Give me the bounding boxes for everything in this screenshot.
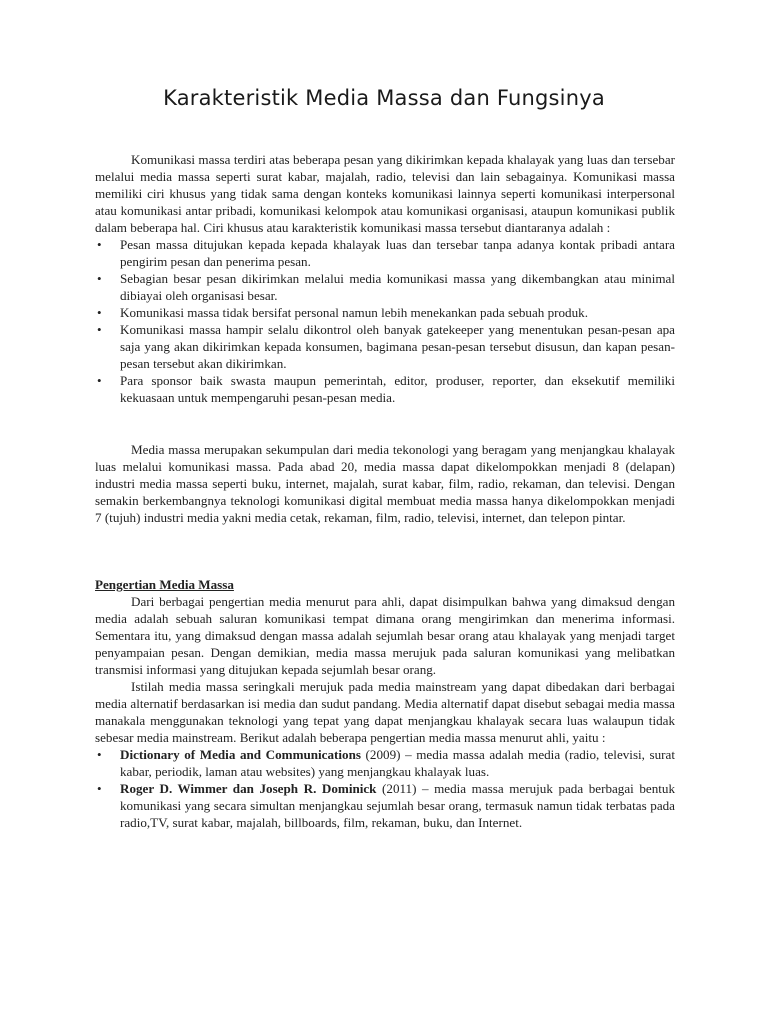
definition-source: Dictionary of Media and Communications [120,747,361,762]
definition-text: (2011) – media massa merujuk pada berbagai bentuk komunikasi yang secara simultan menjangkau sejumlah besar orang, termasuk namun tidak terbatas pada radio,TV, surat kabar, majalah, billboards, film, rekaman, buku, dan Internet. [120,781,675,830]
definition-paragraph-1: Dari berbagai pengertian media menurut para ahli, dapat disimpulkan bahwa yang dimaksud dengan media adalah sebuah saluran komunikasi tempat dimana orang mengirimkan dan menerima informasi. Sementara itu, yang dimaksud dengan massa adalah sejumlah besar orang atau khalayak yang menjadi target penyampaian pesan. Dengan demikian, media massa merujuk pada saluran komunikasi yang melibatkan transmisi informasi yang ditujukan kepada sejumlah besar orang. [95,594,675,677]
list-item-text: Para sponsor baik swasta maupun pemerintah, editor, produser, reporter, dan eksekutif memiliki kekuasaan untuk mempengaruhi pesan-pesan media. [120,373,675,405]
bullet-icon: • [97,305,102,320]
list-item [95,372,675,406]
section-heading: Pengertian Media Massa [95,577,234,592]
media-section [95,441,675,526]
definitions-list [95,746,675,831]
list-item [95,321,675,372]
list-item [95,236,675,270]
definition-section [95,576,675,831]
list-item-text: Pesan massa ditujukan kepada kepada khalayak luas dan tersebar tanpa adanya kontak pribadi antara pengirim pesan dan penerima pesan. [120,237,675,269]
intro-section [95,151,675,406]
bullet-icon: • [97,781,102,796]
definition-text: (2009) – media massa adalah media (radio, televisi, surat kabar, periodik, laman atau websites) yang menjangkau khalayak luas. [120,747,675,779]
intro-paragraph: Komunikasi massa terdiri atas beberapa pesan yang dikirimkan kepada khalayak yang luas dan tersebar melalui media massa seperti surat kabar, majalah, radio, televisi dan lain sebagainya. Komunikasi massa memiliki ciri khusus yang tidak sama dengan konteks komunikasi lainnya seperti komunikasi interpersonal atau komunikasi antar pribadi, komunikasi kelompok atau komunikasi organisasi, ataupun komunikasi publik dalam beberapa hal. Ciri khusus atau karakteristik komunikasi massa tersebut diantaranya adalah : [95,152,675,235]
bullet-icon: • [97,747,102,762]
bullet-icon: • [97,373,102,388]
list-item-text: Sebagian besar pesan dikirimkan melalui media komunikasi massa yang dikembangkan atau minimal dibiayai oleh organisasi besar. [120,271,675,303]
list-item [95,746,675,780]
list-item-text: Komunikasi massa hampir selalu dikontrol oleh banyak gatekeeper yang menentukan pesan-pesan apa saja yang akan dikirimkan kepada konsumen, bagimana pesan-pesan tersebut disusun, dan kapan pesan-pesan tersebut akan dikirimkan. [120,322,675,371]
definition-paragraph-2: Istilah media massa seringkali merujuk pada media mainstream yang dapat dibedakan dari berbagai media alternatif berdasarkan isi media dan sudut pandang. Media alternatif dapat disebut sebagai media massa manakala menggunakan teknologi yang tepat yang dapat menjangkau khalayak secara luas walaupun tidak sebesar media mainstream. Berikut adalah beberapa pengertian media massa menurut ahli, yaitu : [95,679,675,745]
definition-source: Roger D. Wimmer dan Joseph R. Dominick [120,781,377,796]
characteristics-list [95,236,675,406]
list-item [95,304,675,321]
list-item-text: Komunikasi massa tidak bersifat personal namun lebih menekankan pada sebuah produk. [120,305,588,320]
list-item [95,780,675,831]
page-title: Karakteristik Media Massa dan Fungsinya [163,86,605,110]
media-paragraph: Media massa merupakan sekumpulan dari media tekonologi yang beragam yang menjangkau khalayak luas melalui komunikasi massa. Pada abad 20, media massa dapat dikelompokkan menjadi 8 (delapan) industri media massa seperti buku, internet, majalah, surat kabar, film, radio, rekaman, dan televisi. Dengan semakin berkembangnya teknologi komunikasi digital membuat media massa hanya dikelompokkan menjadi 7 (tujuh) industri media yakni media cetak, rekaman, film, radio, televisi, internet, dan telepon pintar. [95,442,675,525]
list-item [95,270,675,304]
bullet-icon: • [97,271,102,286]
bullet-icon: • [97,237,102,252]
bullet-icon: • [97,322,102,337]
